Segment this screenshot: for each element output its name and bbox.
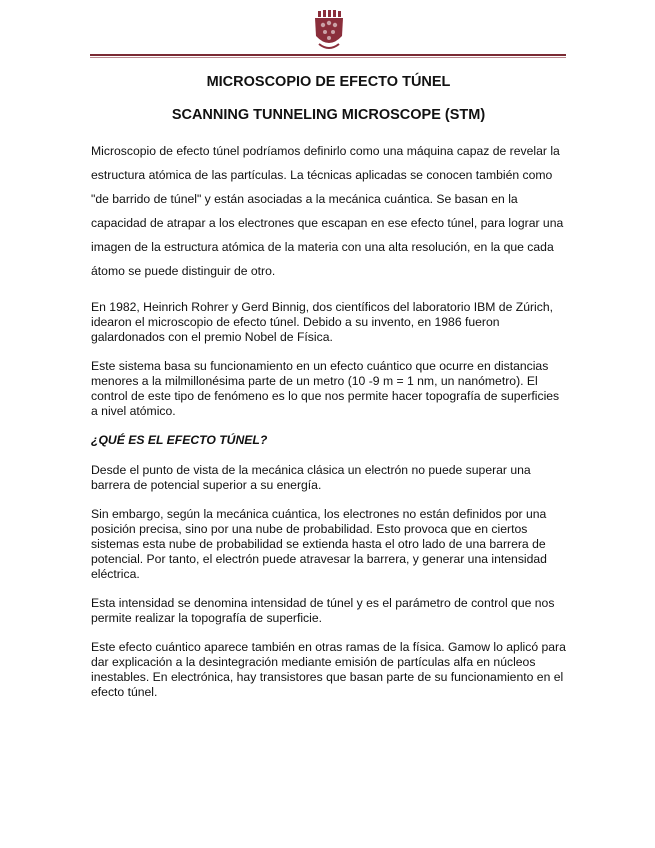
paragraph-intensity: Esta intensidad se denomina intensidad de túnel y es el parámetro de control que nos permite realizar la topografía de superficie.	[91, 596, 555, 625]
paragraph-system: Este sistema basa su funcionamiento en un efecto cuántico que ocurre en distancias menores a la milmillonésima parte de un metro (10 -9 m = 1 nm, un nanómetro). El control de este tipo de fenómeno es lo que nos permite hacer topografía de superficies a nivel atómico.	[91, 359, 560, 418]
paragraph-classical: Desde el punto de vista de la mecánica clásica un electrón no puede superar una barrera de potencial superior a su energía.	[91, 463, 531, 492]
section-heading: ¿QUÉ ES EL EFECTO TÚNEL?	[91, 433, 268, 447]
header-divider	[90, 54, 566, 58]
document-subtitle: SCANNING TUNNELING MICROSCOPE (STM)	[171, 107, 486, 123]
paragraph-quantum: Sin embargo, según la mecánica cuántica, los electrones no están definidos por una posición precisa, sino por una nube de probabilidad. Esto provoca que en ciertos sistemas esta nube de probabilidad se extienda hasta el otro lado de una barrera de potencial. Por tanto, el electrón puede atravesar la barrera, y generar una intensidad eléctrica.	[91, 507, 547, 581]
paragraph-intro: Microscopio de efecto túnel podríamos definirlo como una máquina capaz de revelar la estructura atómica de las partículas. La técnicas aplicadas se conocen también como "de barrido de túnel" y están asociadas a la mecánica cuántica. Se basan en la capacidad de atrapar a los electrones que escapan en ese efecto túnel, para lograr una imagen de la estructura atómica de la materia con una alta resolución, en la que cada átomo se puede distinguir de otro.	[91, 144, 564, 278]
institution-logo	[309, 10, 349, 52]
paragraph-applications: Este efecto cuántico aparece también en otras ramas de la física. Gamow lo aplicó para dar explicación a la desintegración mediante emisión de partículas alfa en núcleos inestables. En electrónica, hay transistores que basan parte de su funcionamiento en el efecto túnel.	[91, 640, 566, 699]
document-body	[91, 74, 566, 714]
paragraph-history: En 1982, Heinrich Rohrer y Gerd Binnig, dos científicos del laboratorio IBM de Zúrich, idearon el microscopio de efecto túnel. Debido a su invento, en 1986 fueron galardonados con el premio Nobel de Física.	[91, 300, 553, 344]
document-title: MICROSCOPIO DE EFECTO TÚNEL	[206, 74, 451, 90]
